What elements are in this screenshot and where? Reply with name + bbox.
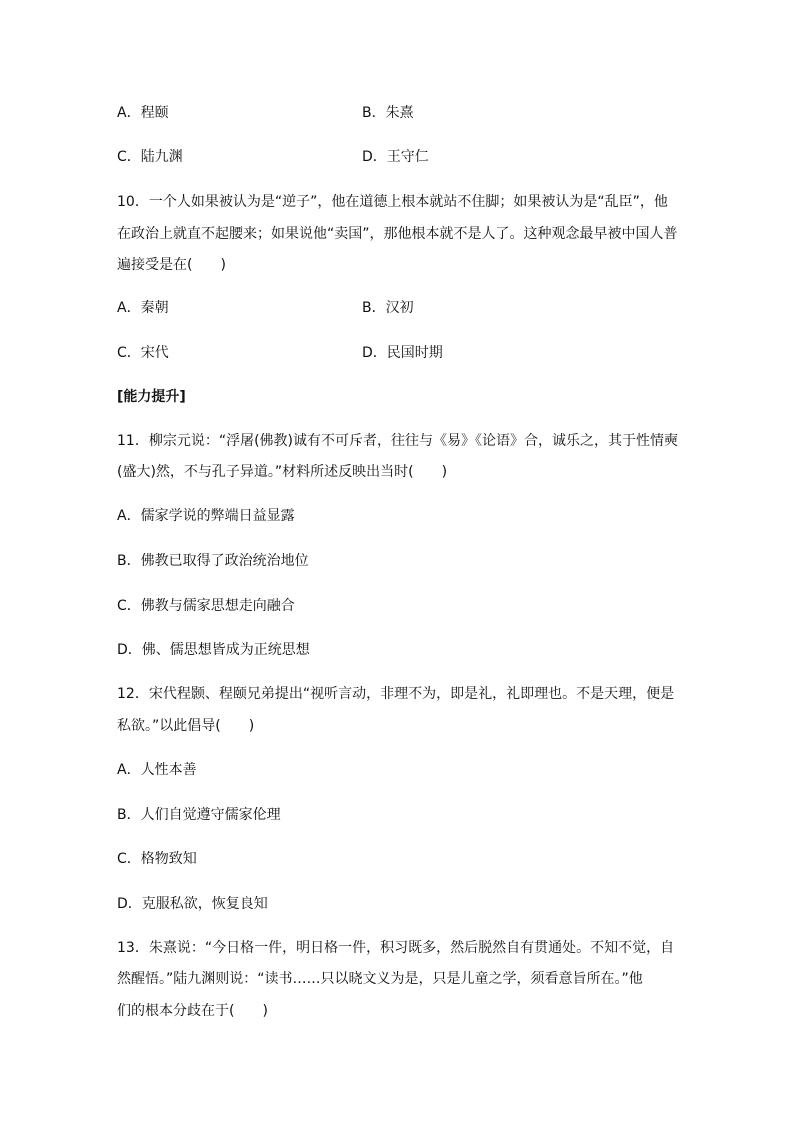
q13-stem-line-2: 然醒悟。”陆九渊则说：“读书……只以晓文义为是，只是儿童之学，须看意旨所在。”他 [117, 971, 643, 987]
q10-option-b: B．汉初 [362, 300, 414, 316]
q9-option-d: D．王守仁 [362, 149, 429, 165]
q12-option-d: D．克服私欲，恢复良知 [117, 896, 268, 912]
q9-option-c: C．陆九渊 [117, 149, 183, 165]
q9-option-b: B．朱熹 [362, 105, 414, 121]
q10-option-d: D．民国时期 [362, 345, 443, 361]
q10-stem-line-2: 在政治上就直不起腰来；如果说他“卖国”，那他根本就不是人了。这种观念最早被中国人普 [117, 226, 678, 242]
q12-stem-line-2: 私欲。”以此倡导( ) [117, 718, 255, 734]
q12-option-a: A．人性本善 [117, 762, 197, 778]
q11-option-d: D．佛、儒思想皆成为正统思想 [117, 642, 310, 658]
q10-option-a: A．秦朝 [117, 300, 169, 316]
q10-option-c: C．宋代 [117, 345, 169, 361]
q12-option-c: C．格物致知 [117, 851, 197, 867]
q11-stem-line-1: 11．柳宗元说：“浮屠(佛教)诚有不可斥者，往往与《易》《论语》合，诚乐之，其于性情奭 [117, 433, 678, 449]
q10-stem-line-1: 10．一个人如果被认为是“逆子”，他在道德上根本就站不住脚；如果被认为是“乱臣”，他 [117, 194, 668, 210]
q9-option-a: A．程颐 [117, 105, 169, 121]
q11-option-b: B．佛教已取得了政治统治地位 [117, 553, 309, 569]
q12-option-b: B．人们自觉遵守儒家伦理 [117, 807, 281, 823]
q11-option-c: C．佛教与儒家思想走向融合 [117, 598, 295, 614]
q13-stem-line-1: 13．朱熹说：“今日格一件，明日格一件，积习既多，然后脱然自有贯通处。不知不觉，自 [117, 940, 675, 956]
section-heading: [能力提升] [117, 389, 186, 405]
q12-stem-line-1: 12．宋代程颢、程颐兄弟提出“视听言动，非理不为，即是礼，礼即理也。不是天理，便是 [117, 686, 675, 702]
q13-stem-line-3: 们的根本分歧在于( ) [117, 1003, 268, 1019]
q11-option-a: A．儒家学说的弊端日益显露 [117, 508, 295, 524]
q11-stem-line-2: (盛大)然，不与孔子异道。”材料所述反映出当时( ) [117, 464, 448, 480]
q10-stem-line-3: 遍接受是在( ) [117, 257, 226, 273]
